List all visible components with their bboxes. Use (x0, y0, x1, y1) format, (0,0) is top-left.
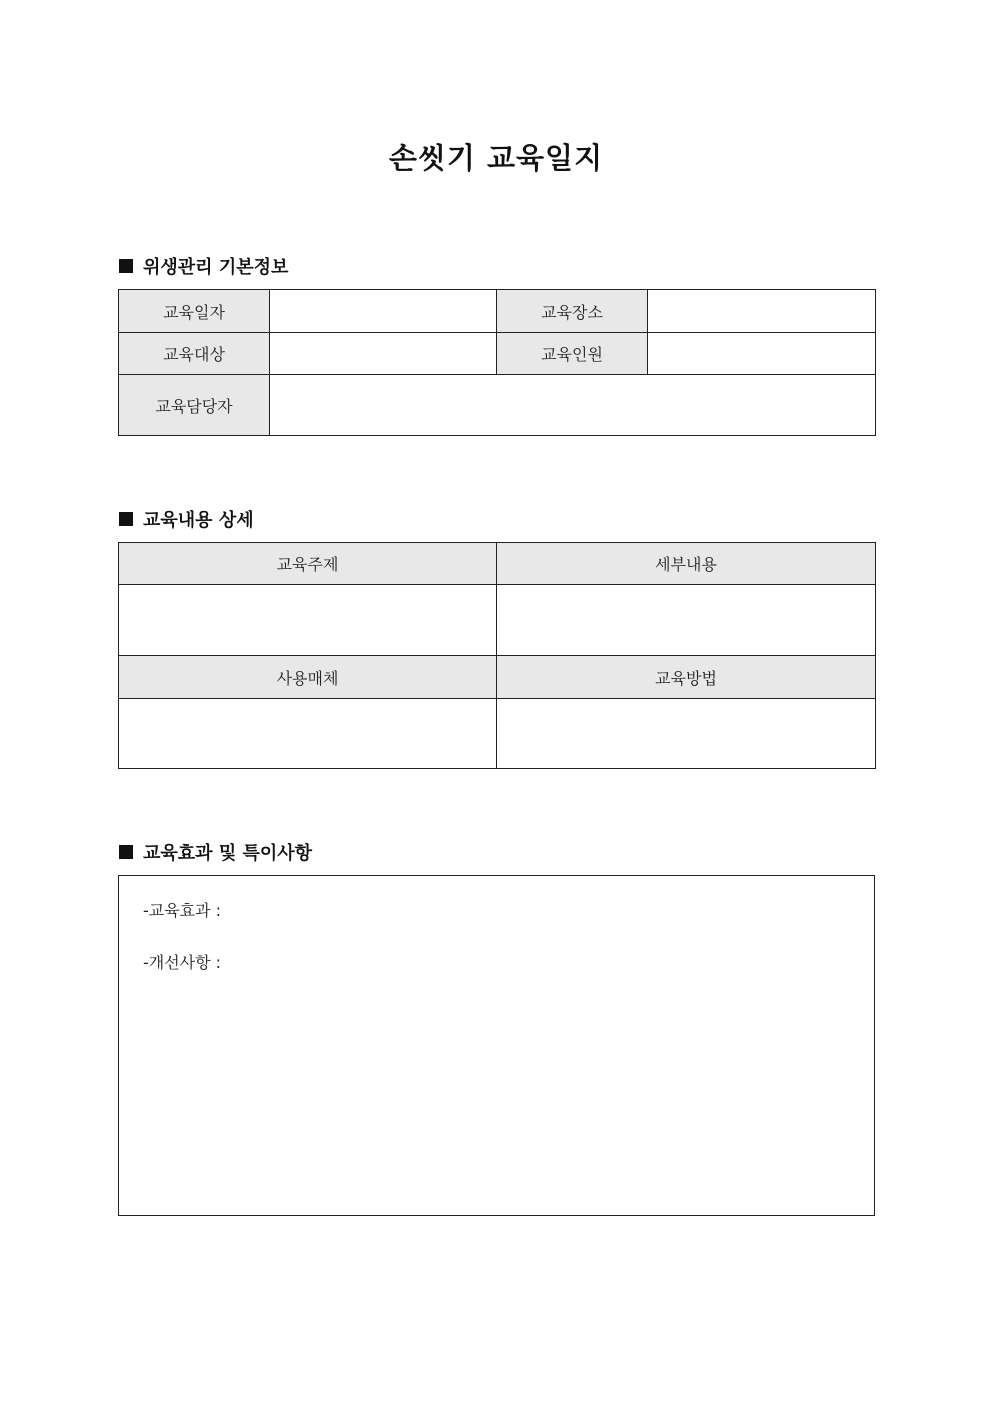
value-education-method[interactable] (497, 699, 876, 769)
value-education-manager[interactable] (270, 375, 876, 436)
label-education-manager: 교육담당자 (119, 375, 270, 436)
effects-notes-box[interactable] (118, 875, 875, 1216)
label-education-topic: 교육주제 (119, 543, 497, 585)
value-education-target[interactable] (270, 333, 497, 375)
note-improvements: -개선사항 : (143, 953, 222, 972)
section-heading-label: 교육효과 및 특이사항 (143, 843, 313, 864)
value-education-date[interactable] (270, 290, 497, 333)
section-heading-effects-notes (119, 839, 312, 865)
basic-info-table (118, 289, 876, 436)
section-heading-label: 교육내용 상세 (143, 510, 254, 531)
label-media: 사용매체 (119, 656, 497, 699)
section-heading-label: 위생관리 기본정보 (143, 257, 289, 278)
label-education-place: 교육장소 (497, 290, 648, 333)
note-education-effect: -교육효과 : (143, 901, 222, 920)
square-bullet-icon (119, 512, 133, 526)
value-education-headcount[interactable] (648, 333, 876, 375)
square-bullet-icon (119, 845, 133, 859)
value-details[interactable] (497, 585, 876, 656)
square-bullet-icon (119, 259, 133, 273)
section-heading-content-details (119, 506, 254, 532)
value-education-topic[interactable] (119, 585, 497, 656)
label-education-target: 교육대상 (119, 333, 270, 375)
label-education-method: 교육방법 (497, 656, 876, 699)
value-education-place[interactable] (648, 290, 876, 333)
label-education-headcount: 교육인원 (497, 333, 648, 375)
value-media[interactable] (119, 699, 497, 769)
content-details-table (118, 542, 876, 769)
label-education-date: 교육일자 (119, 290, 270, 333)
section-heading-basic-info (119, 253, 288, 279)
label-details: 세부내용 (497, 543, 876, 585)
page-title: 손씻기 교육일지 (388, 141, 604, 175)
